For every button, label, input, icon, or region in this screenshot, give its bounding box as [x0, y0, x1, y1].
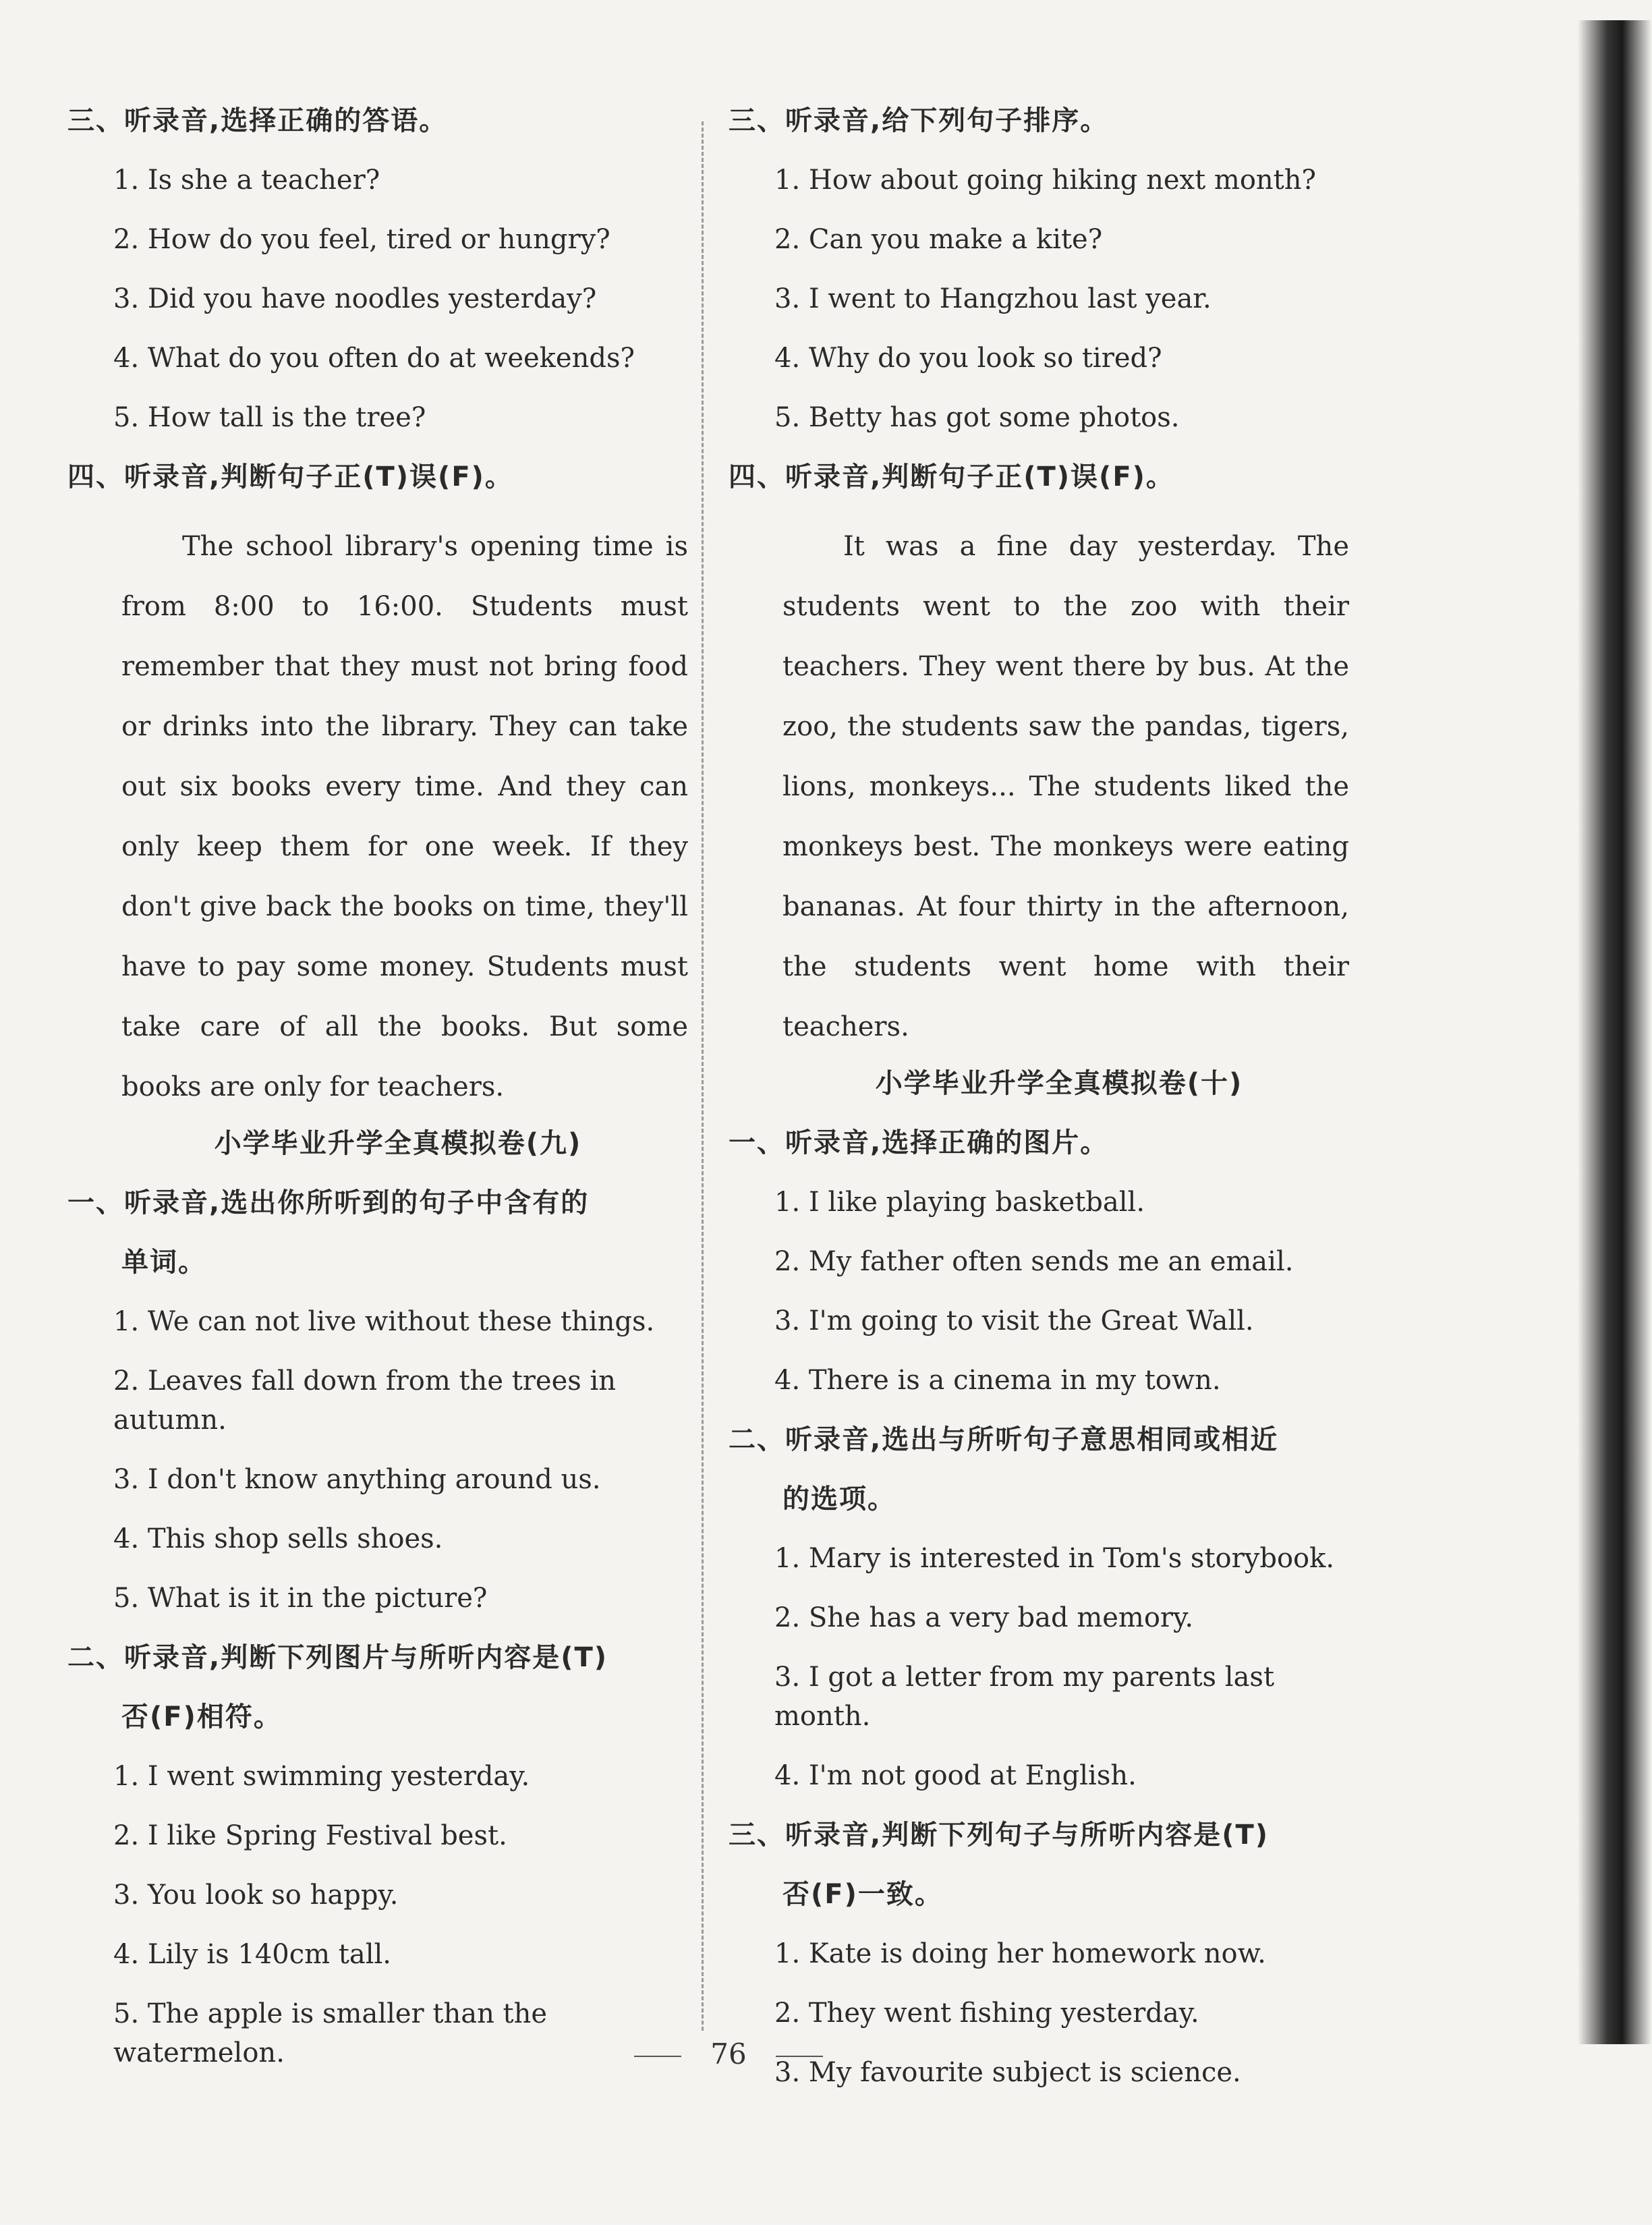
library-passage: The school library's opening time is from 8:00 to 16:00. Students must remember that they must not bring food or drinks into the library. They can take out six books every time. And they can only keep them for one week. If they don't give back the books on time, they'll have to pay some money. Students must take care of all the books. But some books are only for teachers. — [121, 531, 688, 1102]
list-item: 3. I went to Hangzhou last year. — [774, 283, 1212, 314]
heading-continuation: 单词。 — [121, 1247, 206, 1278]
list-item: 5. What is it in the picture? — [113, 1583, 488, 1614]
heading-line: 三、听录音,判断下列句子与所听内容是(T) — [729, 1820, 1270, 1851]
exam-10-section-2-heading — [729, 1420, 1349, 1519]
left-section-3-heading: 三、听录音,选择正确的答语。 — [67, 105, 448, 136]
page-number — [0, 2037, 1457, 2071]
list-item: 4. Why do you look so tired? — [774, 343, 1162, 374]
right-section-3-heading: 三、听录音,给下列句子排序。 — [729, 105, 1109, 136]
list-item: 4. This shop sells shoes. — [113, 1523, 443, 1554]
exam-10-section-1-heading: 一、听录音,选择正确的图片。 — [729, 1127, 1109, 1158]
exam-9-section-1-heading — [67, 1183, 688, 1282]
list-item: 1. How about going hiking next month? — [774, 165, 1316, 196]
heading-continuation: 的选项。 — [782, 1484, 896, 1515]
list-item: 1. Mary is interested in Tom's storybook. — [774, 1543, 1335, 1574]
list-item: 5. The apple is smaller than the watermelon. — [113, 1998, 548, 2068]
page-number-dash — [634, 2056, 681, 2057]
list-item: 2. She has a very bad memory. — [774, 1602, 1194, 1633]
list-item: 5. Betty has got some photos. — [774, 402, 1180, 433]
zoo-passage: It was a fine day yesterday. The students went to the zoo with their teachers. They went there by bus. At the zoo, the students saw the pandas, tigers, lions, monkeys... The students liked the monkeys best. The monkeys were eating bananas. At four thirty in the afternoon, the students went home with their teachers. — [782, 531, 1349, 1042]
right-section-4-heading: 四、听录音,判断句子正(T)误(F)。 — [729, 461, 1174, 492]
heading-continuation: 否(F)一致。 — [782, 1879, 943, 1910]
list-item: 3. I'm going to visit the Great Wall. — [774, 1305, 1254, 1336]
list-item: 4. I'm not good at English. — [774, 1760, 1137, 1791]
list-item: 3. You look so happy. — [113, 1880, 399, 1911]
exam-10-section-3-heading — [729, 1815, 1349, 1914]
left-section-4-heading: 四、听录音,判断句子正(T)误(F)。 — [67, 461, 513, 492]
list-item: 2. I like Spring Festival best. — [113, 1820, 507, 1851]
heading-line: 二、听录音,选出与所听句子意思相同或相近 — [729, 1424, 1279, 1455]
list-item: 2. They went fishing yesterday. — [774, 1998, 1199, 2029]
list-item: 2. Leaves fall down from the trees in autumn. — [113, 1365, 617, 1436]
list-item: 3. I got a letter from my parents last month. — [774, 1662, 1275, 1732]
heading-line: 一、听录音,选出你所听到的句子中含有的 — [67, 1187, 590, 1218]
list-item: 4. There is a cinema in my town. — [774, 1365, 1221, 1396]
list-item: 1. Is she a teacher? — [113, 165, 380, 196]
column-divider — [702, 121, 704, 2031]
list-item: 5. How tall is the tree? — [113, 402, 426, 433]
list-item: 1. I went swimming yesterday. — [113, 1761, 530, 1792]
list-item: 1. I like playing basketball. — [774, 1187, 1145, 1218]
left-column — [67, 101, 688, 2093]
list-item: 1. Kate is doing her homework now. — [774, 1938, 1266, 1969]
page-number-value: 76 — [710, 2037, 747, 2071]
exam-9-section-2-heading — [67, 1638, 688, 1737]
exam-10-title: 小学毕业升学全真模拟卷(十) — [875, 1068, 1243, 1099]
list-item: 3. I don't know anything around us. — [113, 1464, 601, 1495]
list-item: 1. We can not live without these things. — [113, 1306, 655, 1337]
list-item: 4. What do you often do at weekends? — [113, 343, 635, 374]
list-item: 4. Lily is 140cm tall. — [113, 1939, 391, 1970]
exam-9-title: 小学毕业升学全真模拟卷(九) — [214, 1128, 582, 1159]
right-column — [729, 101, 1349, 2112]
heading-continuation: 否(F)相符。 — [121, 1701, 282, 1733]
binding-edge-shadow — [1578, 20, 1652, 2044]
list-item: 2. My father often sends me an email. — [774, 1246, 1294, 1277]
page-number-dash — [776, 2056, 823, 2057]
list-item: 3. Did you have noodles yesterday? — [113, 283, 597, 314]
list-item: 3. My favourite subject is science. — [774, 2057, 1241, 2088]
heading-line: 二、听录音,判断下列图片与所听内容是(T) — [67, 1642, 608, 1673]
list-item: 2. Can you make a kite? — [774, 224, 1103, 255]
list-item: 2. How do you feel, tired or hungry? — [113, 224, 610, 255]
